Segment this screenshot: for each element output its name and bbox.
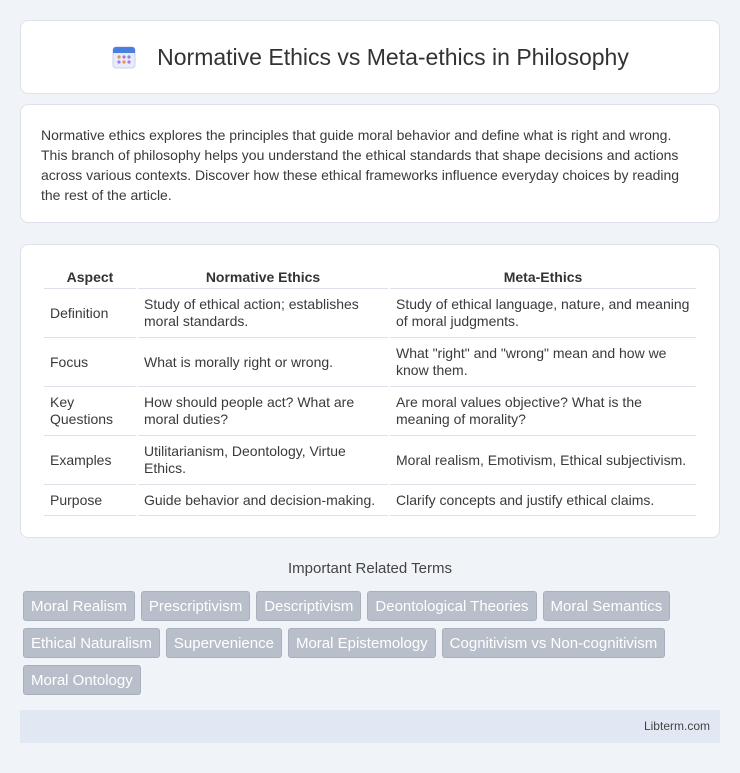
footer [20,710,720,743]
related-terms-list [23,591,723,695]
tag-supervenience[interactable]: Supervenience [166,628,282,658]
comparison-table-card [20,244,720,538]
related-terms-title: Important Related Terms [288,560,452,577]
cell-normative: Guide behavior and decision-making. [138,485,388,516]
table-row [44,387,696,436]
cell-aspect: Key Questions [44,387,136,436]
header-aspect: Aspect [44,265,136,289]
cell-meta: Clarify concepts and justify ethical claims. [390,485,696,516]
tag-moral-ontology[interactable]: Moral Ontology [23,665,141,695]
header-normative: Normative Ethics [138,265,388,289]
header-meta: Meta-Ethics [390,265,696,289]
intro-text: Normative ethics explores the principles that guide moral behavior and define what is right and wrong. This branch of philosophy helps you understand the ethical standards that shape decisions and actions across various contexts. Discover how these ethical frameworks influence everyday choices by reading the rest of the article. [41,127,680,203]
tag-descriptivism[interactable]: Descriptivism [256,591,361,621]
cell-normative: Study of ethical action; establishes moral standards. [138,289,388,338]
cell-normative: What is morally right or wrong. [138,338,388,387]
tag-moral-epistemology[interactable]: Moral Epistemology [288,628,436,658]
cell-aspect: Definition [44,289,136,338]
cell-meta: Moral realism, Emotivism, Ethical subjectivism. [390,436,696,485]
tag-prescriptivism[interactable]: Prescriptivism [141,591,250,621]
cell-normative: Utilitarianism, Deontology, Virtue Ethics. [138,436,388,485]
tag-moral-realism[interactable]: Moral Realism [23,591,135,621]
cell-aspect: Focus [44,338,136,387]
table-row [44,485,696,516]
tag-moral-semantics[interactable]: Moral Semantics [543,591,671,621]
comparison-table [42,265,698,516]
page-title: Normative Ethics vs Meta-ethics in Philosophy [157,43,629,70]
calendar-grid-icon [111,44,137,70]
header-card [20,20,720,94]
cell-normative: How should people act? What are moral duties? [138,387,388,436]
tag-cognitivism[interactable]: Cognitivism vs Non-cognitivism [442,628,666,658]
table-row [44,436,696,485]
intro-card [20,104,720,223]
cell-meta: What "right" and "wrong" mean and how we know them. [390,338,696,387]
cell-aspect: Purpose [44,485,136,516]
table-row [44,338,696,387]
tag-deontological-theories[interactable]: Deontological Theories [367,591,536,621]
cell-meta: Are moral values objective? What is the meaning of morality? [390,387,696,436]
footer-brand-link[interactable]: Libterm.com [643,719,710,733]
table-header-row [44,265,696,289]
cell-meta: Study of ethical language, nature, and meaning of moral judgments. [390,289,696,338]
table-row [44,289,696,338]
cell-aspect: Examples [44,436,136,485]
tag-ethical-naturalism[interactable]: Ethical Naturalism [23,628,160,658]
